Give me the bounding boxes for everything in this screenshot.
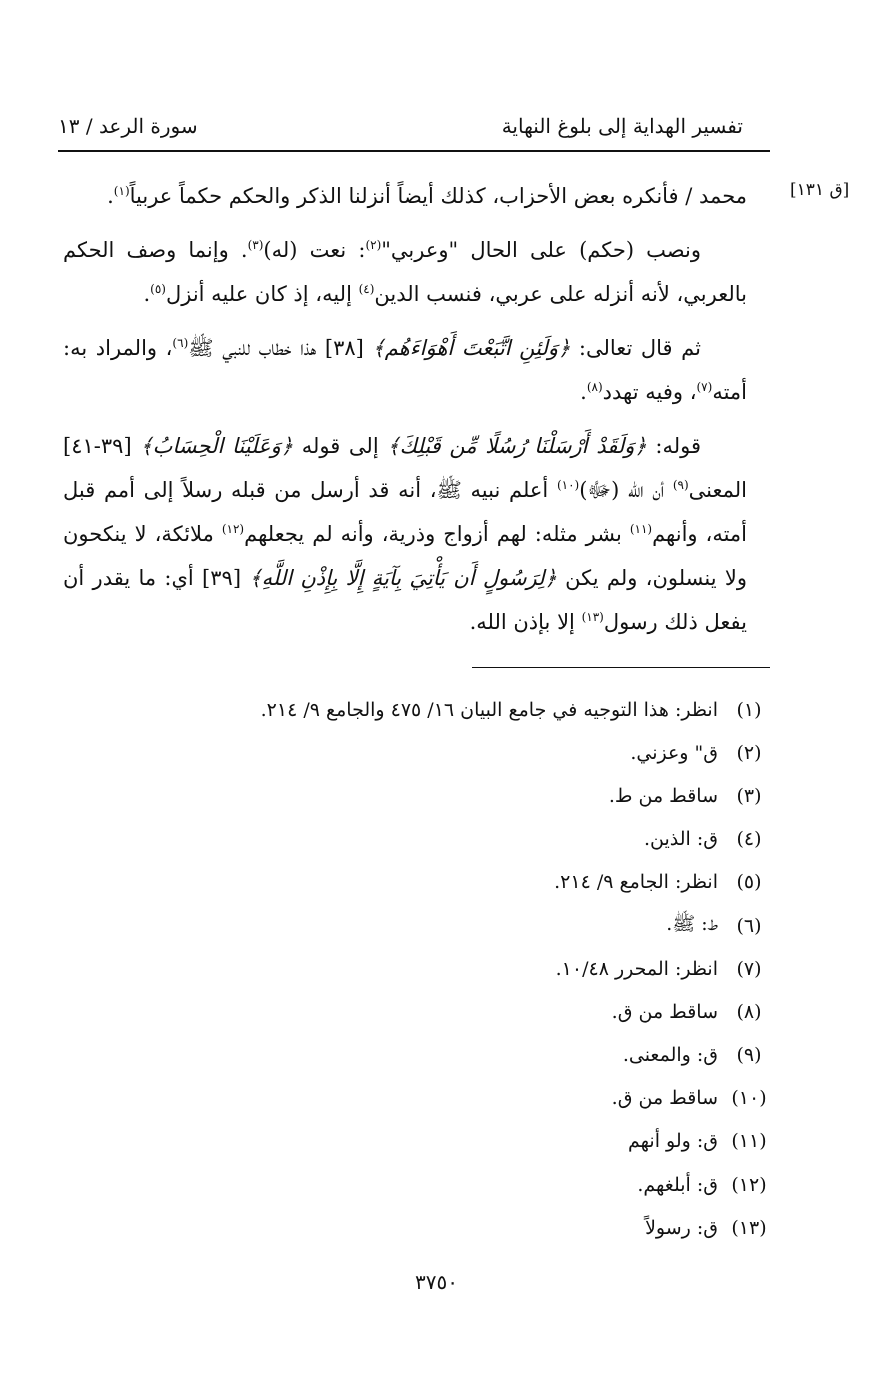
footnote-item xyxy=(261,1077,770,1120)
text-run: [٣٨] هذا خطاب للنبي ﷺ xyxy=(188,336,373,360)
footnote-text: ق: أبلغهم. xyxy=(637,1173,718,1196)
footnote-marker: (١١) xyxy=(629,522,653,536)
footnote-number: (٥) xyxy=(736,871,762,894)
footnote-text: انظر: المحرر ١٠/٤٨. xyxy=(555,957,718,980)
text-run: ثم قال تعالى: xyxy=(570,336,701,360)
text-run: إليه، إذ كان عليه أنزل xyxy=(165,282,359,306)
footnote-number: (٩) xyxy=(736,1044,762,1067)
text-run: . وإنما وصف الحكم بالعربي، لأنه أنزله على عربي، فنسب الدين xyxy=(63,238,747,306)
quran-verse: ﴿لِرَسُولٍ أَن يَأْتِيَ بِآيَةٍ إِلَّا بِإِذْنِ اللَّهِ﴾ xyxy=(249,566,557,590)
text-run: ، وفيه تهدد xyxy=(602,380,697,404)
text-run: أعلم نبيه ﷺ، أنه قد أرسل من قبله رسلاً إلى أمم قبل أمته، وأنهم xyxy=(63,478,748,546)
paragraph-2 xyxy=(63,228,747,316)
footnote-separator xyxy=(472,667,770,668)
footnote-text: ق: الذين. xyxy=(643,828,718,851)
text-run: إلا بإذن الله. xyxy=(469,610,582,634)
footnote-number: (٧) xyxy=(736,957,762,980)
footnote-number: (٤) xyxy=(736,828,762,851)
page-number: ٣٧٥٠ xyxy=(415,1270,458,1294)
quran-verse: ﴿وَلَقَدْ أَرْسَلْنَا رُسُلًا مِّن قَبْلِكَ﴾ xyxy=(387,434,647,458)
text-run: ونصب (حكم) على الحال "وعربي" xyxy=(381,238,701,262)
main-text xyxy=(63,174,747,654)
text-run: [٣٩-٤١] المعنى xyxy=(63,434,747,502)
footnote-number: (١٠) xyxy=(731,1087,767,1110)
quran-verse: ﴿وَلَئِنِ اتَّبَعْتَ أَهْوَاءَهُم﴾ xyxy=(372,336,571,360)
footnote-number: (١) xyxy=(736,698,762,721)
footnote-number: (١١) xyxy=(731,1130,767,1153)
footnote-text: ساقط من ق. xyxy=(611,1000,718,1023)
footnote-item xyxy=(261,1163,770,1206)
footnote-marker: (٤) xyxy=(358,282,375,296)
footnote-item xyxy=(261,818,770,861)
footnote-item xyxy=(261,774,770,817)
footnote-marker: (٢) xyxy=(365,238,382,252)
footnote-item xyxy=(261,1120,770,1163)
footnote-text: ق: رسولاً xyxy=(645,1216,718,1239)
footnote-item xyxy=(261,1206,770,1249)
text-run: محمد / فأنكره بعض الأحزاب، كذلك أيضاً أنزلنا الذكر والحكم حكماً عربياً xyxy=(129,184,747,208)
footnote-number: (٨) xyxy=(736,1000,762,1023)
footnote-marker: (٩) xyxy=(672,478,689,492)
footnote-item xyxy=(261,1034,770,1077)
footnote-text: ساقط من ق. xyxy=(611,1087,718,1110)
footnote-item xyxy=(261,731,770,774)
footnote-marker: (١٠) xyxy=(556,478,580,492)
text-run: قوله: xyxy=(646,434,701,458)
paragraph-1 xyxy=(63,174,747,218)
footnote-text: ق" وعزني. xyxy=(630,741,718,764)
footnote-marker: (١) xyxy=(113,184,130,198)
text-run: ملائكة، لا ينكحون ولا ينسلون، ولم يكن xyxy=(63,522,747,590)
footnote-number: (٣) xyxy=(736,784,762,807)
footnote-number: (١٣) xyxy=(731,1216,767,1239)
quran-verse: ﴿وَعَلَيْنَا الْحِسَابُ﴾ xyxy=(140,434,294,458)
footnote-item xyxy=(261,861,770,904)
text-run: إلى قوله xyxy=(293,434,388,458)
footnote-item xyxy=(261,904,770,947)
text-run: بشر مثله: لهم أزواج وذرية، وأنه لم يجعلهم xyxy=(244,522,630,546)
footnote-text: ق: والمعنى. xyxy=(622,1044,718,1067)
footnote-marker: (٥) xyxy=(150,282,166,296)
text-run: : نعت (له) xyxy=(263,238,366,262)
header-rule xyxy=(58,150,770,152)
footnote-marker: (٨) xyxy=(586,380,603,394)
footnote-text: ط: ﷺ. xyxy=(666,912,718,935)
footnote-number: (٦) xyxy=(736,914,762,937)
text-run: ، والمراد به: أمته xyxy=(63,336,747,404)
footnote-number: (٢) xyxy=(736,741,762,764)
footnote-text: ساقط من ط. xyxy=(608,784,718,807)
footnote-text: انظر: الجامع ٩/ ٢١٤. xyxy=(554,871,718,894)
footnote-marker: (١٣) xyxy=(581,610,604,624)
paragraph-3 xyxy=(63,326,747,414)
text-run: . xyxy=(107,184,114,208)
footnote-marker: (٧) xyxy=(696,380,713,394)
paragraph-4 xyxy=(63,424,747,644)
footnote-marker: (٦) xyxy=(172,336,189,350)
footnote-marker: (١٢) xyxy=(221,522,245,536)
surah-reference: سورة الرعد / ١٣ xyxy=(58,114,198,138)
footnote-item xyxy=(261,990,770,1033)
text-run: [٣٩] أي: ما يقدر أن يفعل ذلك رسول xyxy=(63,566,747,634)
footnote-number: (١٢) xyxy=(731,1173,767,1196)
footnotes-list xyxy=(261,688,770,1249)
footnote-marker: (٣) xyxy=(247,238,264,252)
text-run: أن الله (ﷻ) xyxy=(579,478,673,502)
book-title: تفسير الهداية إلى بلوغ النهاية xyxy=(501,114,743,138)
manuscript-margin-reference: [ق ١٣١] xyxy=(790,180,850,200)
footnote-item xyxy=(261,947,770,990)
text-run: . xyxy=(580,380,587,404)
footnote-text: ق: ولو أنهم xyxy=(628,1130,718,1153)
text-run: . xyxy=(143,282,151,306)
footnote-text: انظر: هذا التوجيه في جامع البيان ١٦/ ٤٧٥ والجامع ٩/ ٢١٤. xyxy=(260,698,718,721)
footnote-item xyxy=(261,688,770,731)
